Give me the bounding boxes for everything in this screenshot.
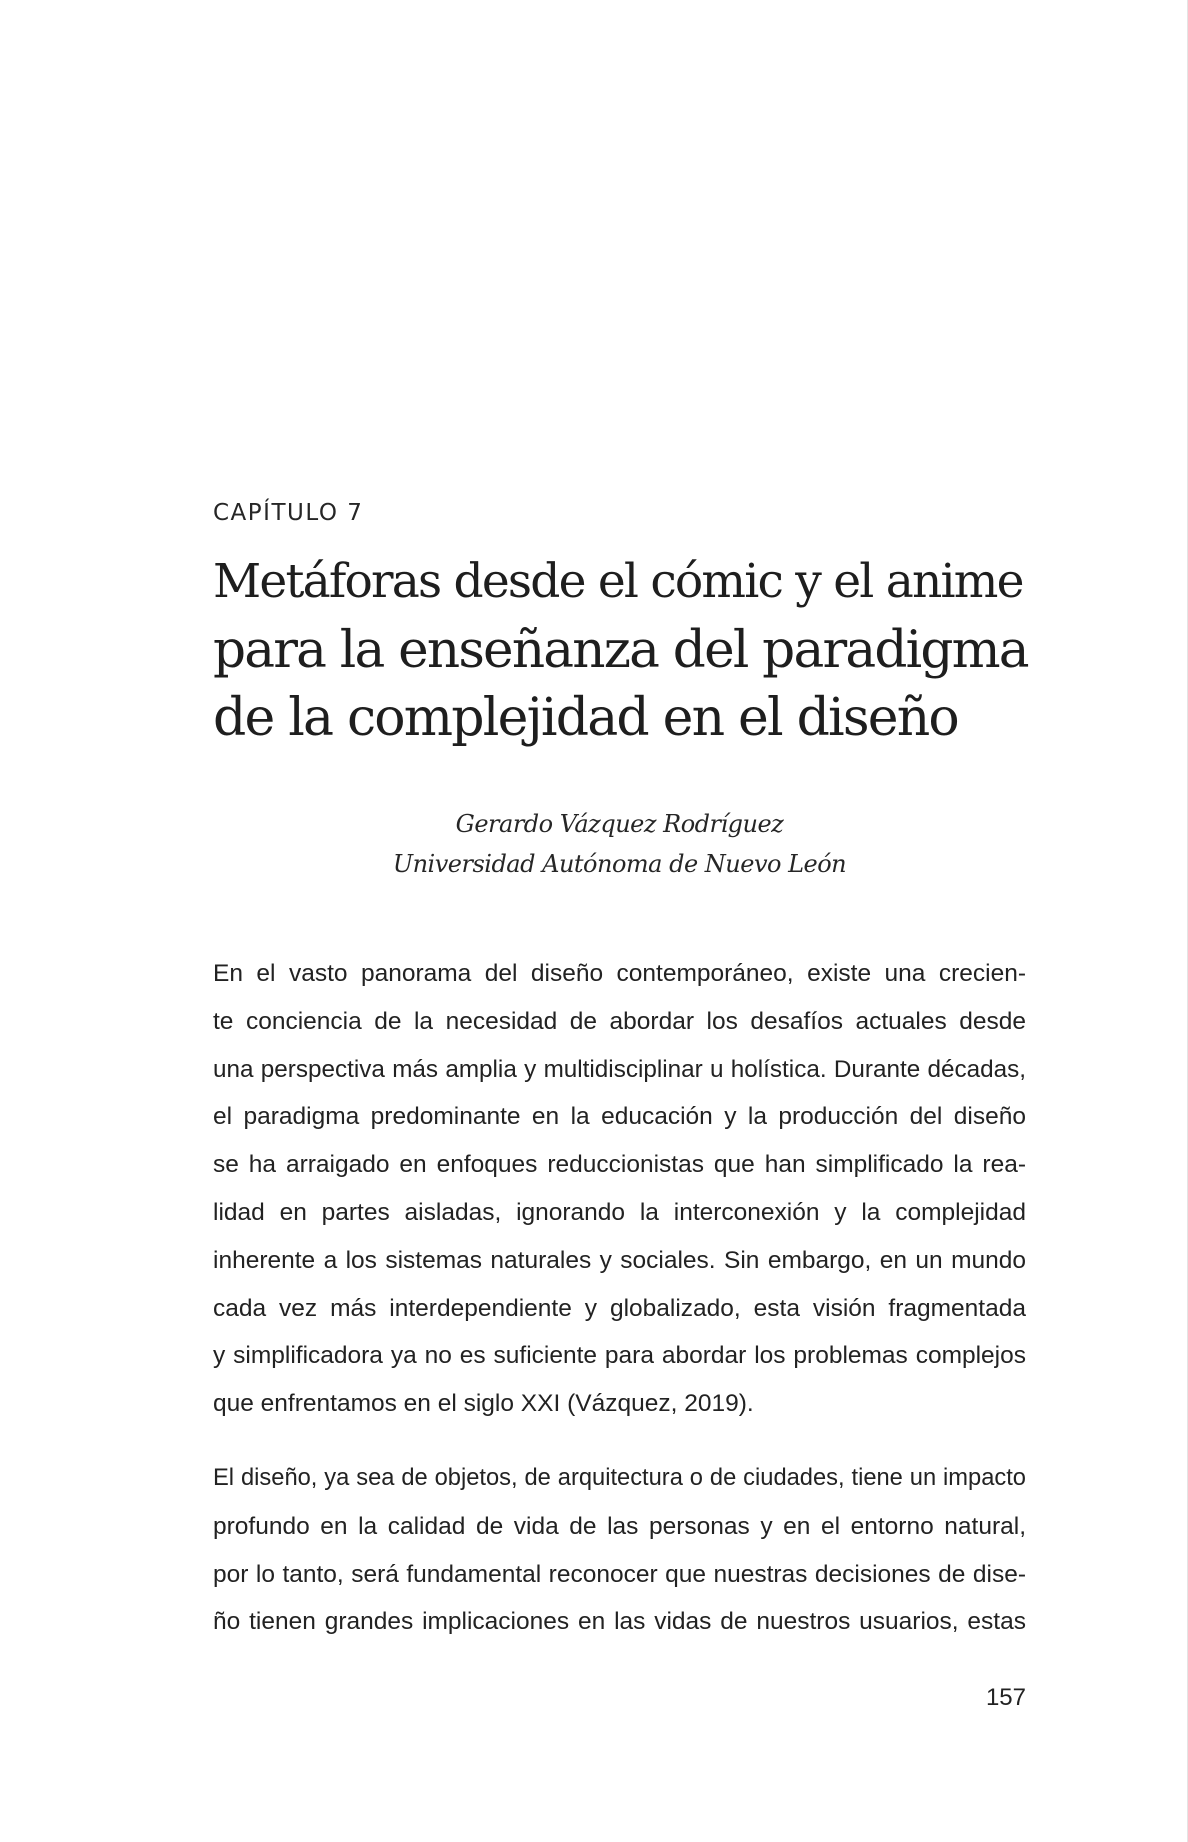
paragraph-line: inherente a los sistemas naturales y sociales. Sin embargo, en un mundo xyxy=(213,1246,1026,1274)
chapter-title-line: para la enseñanza del paradigma xyxy=(213,620,1028,680)
chapter-label: CAPÍTULO 7 xyxy=(213,500,364,526)
paragraph-line: el paradigma predominante en la educación y la producción del diseño xyxy=(213,1103,1026,1131)
paragraph-line: lidad en partes aisladas, ignorando la interconexión y la complejidad xyxy=(213,1198,1026,1226)
paragraph-line: y simplificadora ya no es suficiente para abordar los problemas complejos xyxy=(213,1342,1026,1370)
chapter-title-line: de la complejidad en el diseño xyxy=(213,688,958,748)
paragraph-line: En el vasto panorama del diseño contemporáneo, existe una crecien- xyxy=(213,960,1026,987)
paragraph-line: por lo tanto, será fundamental reconocer que nuestras decisiones de dise- xyxy=(213,1560,1026,1588)
author-name: Gerardo Vázquez Rodríguez xyxy=(455,810,784,838)
author-block xyxy=(213,804,1026,884)
paragraph-line: una perspectiva más amplia y multidisciplinar u holística. Durante décadas, xyxy=(213,1055,1026,1083)
paragraph-line: El diseño, ya sea de objetos, de arquitectura o de ciudades, tiene un impacto xyxy=(213,1465,1026,1491)
author-affiliation: Universidad Autónoma de Nuevo León xyxy=(392,850,847,878)
paragraph-line: que enfrentamos en el siglo XXI (Vázquez, 2019). xyxy=(213,1390,754,1418)
paragraph-line: ño tienen grandes implicaciones en las vidas de nuestros usuarios, estas xyxy=(213,1608,1026,1636)
paragraph-1 xyxy=(213,950,1026,1428)
page-number: 157 xyxy=(985,1684,1026,1711)
chapter-title xyxy=(213,548,1033,752)
paragraph-line: cada vez más interdependiente y globalizado, esta visión fragmentada xyxy=(213,1294,1026,1322)
paragraph-line: te conciencia de la necesidad de abordar los desafíos actuales desde xyxy=(213,1007,1026,1035)
chapter-title-line: Metáforas desde el cómic y el anime xyxy=(213,554,1023,609)
paragraph-line: profundo en la calidad de vida de las personas y en el entorno natural, xyxy=(213,1512,1026,1540)
paragraph-line: se ha arraigado en enfoques reduccionistas que han simplificado la rea- xyxy=(213,1151,1026,1179)
paragraph-2 xyxy=(213,1455,1026,1646)
